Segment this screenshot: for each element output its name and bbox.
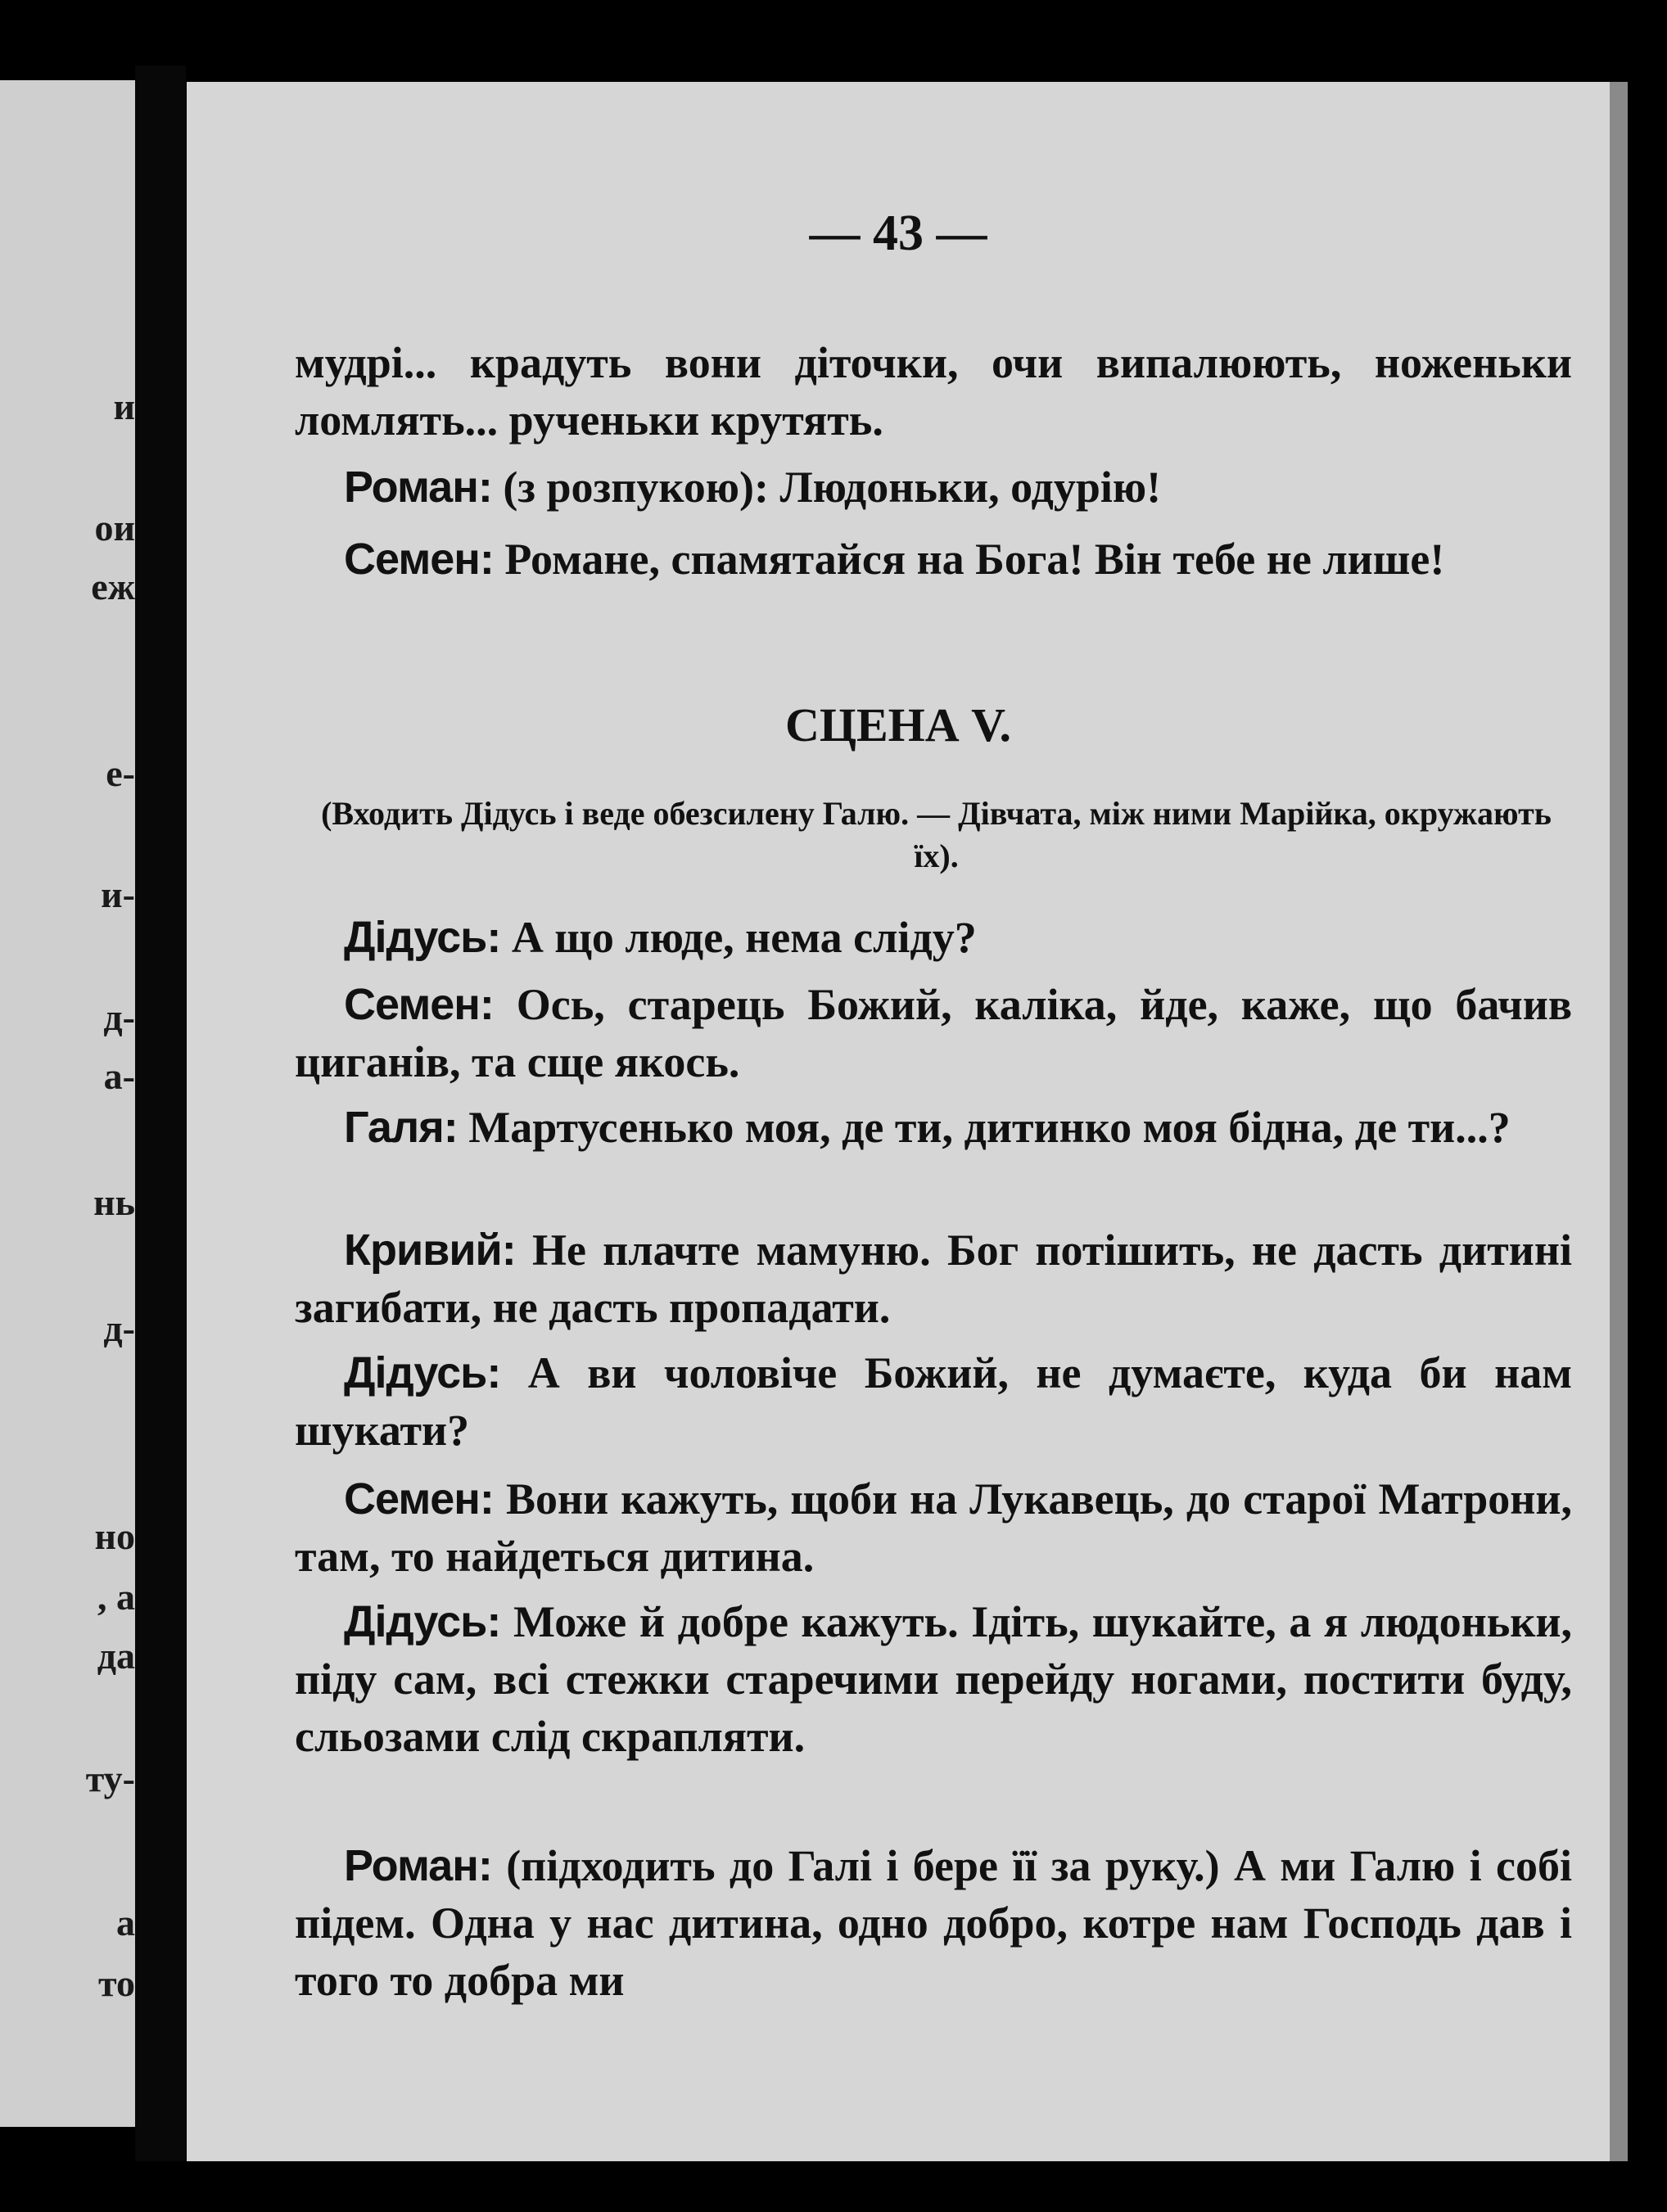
- left-page-fragment: но: [94, 1515, 135, 1557]
- dialogue-line: [295, 1099, 1572, 1156]
- speaker-name: Семен:: [344, 980, 494, 1029]
- paragraph: [295, 334, 1572, 449]
- speaker-name: Роман:: [344, 1841, 492, 1890]
- left-page-fragment: д-: [103, 1307, 135, 1349]
- line-text: (підходить до Галі і бере її за руку.) А ми Галю і собі підем. Одна у нас дитина, одно добро, котре нам Господь дав і того то добра ми: [295, 1841, 1572, 2005]
- speaker-name: Дідусь:: [344, 1348, 501, 1397]
- left-page-fragment: да: [97, 1635, 135, 1677]
- book-gutter: [135, 65, 186, 2161]
- speaker-name: Дідусь:: [344, 1597, 501, 1646]
- left-page-fragment: а: [116, 1902, 135, 1943]
- left-page-fragment: ту-: [85, 1758, 135, 1799]
- left-page-fragment: нь: [93, 1181, 135, 1223]
- speaker-name: Семен:: [344, 1474, 494, 1524]
- dialogue-line: [295, 1344, 1572, 1459]
- page-edge-right: [1610, 82, 1628, 2161]
- page-number: — 43 —: [809, 205, 987, 261]
- left-page-fragment: , а: [97, 1576, 135, 1618]
- dialogue-line: [295, 1593, 1572, 1765]
- paragraph-text: мудрі... крадуть вони діточки, очи випалюють, ноженьки ломлять... рученьки крутять.: [295, 338, 1572, 445]
- speaker-name: Семен:: [344, 535, 494, 584]
- speaker-name: Дідусь:: [344, 913, 501, 962]
- line-text: Ось, старець Божий, каліка, йде, каже, що бачив циганів, та сще якось.: [295, 980, 1572, 1086]
- left-page-fragment: ои: [94, 507, 135, 548]
- left-page-edge: [0, 80, 135, 2127]
- speaker-name: Галя:: [344, 1103, 458, 1152]
- stage-direction: (Входить Дідусь і веде обезсилену Галю. — Дівчата, між ними Марійка, окружають їх).: [321, 795, 1552, 874]
- line-text: Не плачте мамуню. Бог потішить, не дасть дитині загибати, не дасть пропадати.: [295, 1226, 1572, 1332]
- left-page-fragment: еж: [91, 566, 135, 607]
- dialogue-line: [295, 1221, 1572, 1336]
- line-text: А що люде, нема сліду?: [511, 913, 977, 962]
- left-page-fragment: е-: [106, 752, 135, 794]
- left-page-fragment: и: [113, 386, 135, 427]
- line-text: Романе, спамятайся на Бога! Він тебе не лише!: [504, 535, 1445, 584]
- line-text: Вони кажуть, щоби на Лукавець, до старої Матрони, там, то найдеться дитина.: [295, 1474, 1572, 1581]
- left-page-fragment: а-: [103, 1055, 135, 1097]
- dialogue-line: [295, 909, 1572, 966]
- speaker-name: Роман:: [344, 463, 492, 512]
- line-text: Мартусенько моя, де ти, дитинко моя бідна, де ти...?: [468, 1103, 1511, 1152]
- left-page-fragment: и-: [101, 874, 135, 915]
- speaker-name: Кривий:: [344, 1226, 516, 1275]
- left-page-fragment: то: [98, 1962, 135, 2004]
- line-text: А ви чоловіче Божий, не думаєте, куда би нам шукати?: [295, 1348, 1572, 1455]
- book-page: [187, 82, 1610, 2161]
- line-text: (з розпукою): Людоньки, одурію!: [503, 463, 1162, 512]
- dialogue-line: [295, 530, 1572, 588]
- dialogue-line: [295, 458, 1572, 516]
- dialogue-line: [295, 1837, 1572, 2009]
- left-page-fragment: д-: [103, 996, 135, 1038]
- scene-heading: СЦЕНА V.: [784, 698, 1012, 752]
- line-text: Може й добре кажуть. Ідіть, шукайте, а я людоньки, піду сам, всі стежки старечими перейду ногами, постити буду, сльозами слід скрапляти.: [295, 1597, 1573, 1761]
- dialogue-line: [295, 1470, 1572, 1585]
- dialogue-line: [295, 976, 1572, 1090]
